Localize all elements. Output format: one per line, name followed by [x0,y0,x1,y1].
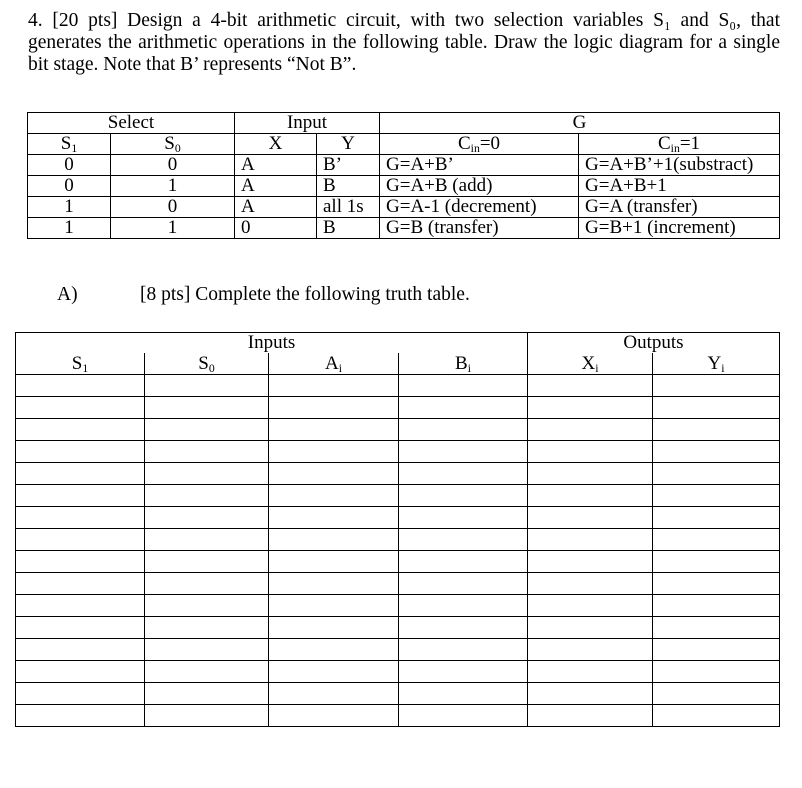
truth-cell[interactable] [653,485,780,507]
g-header: G [380,113,780,134]
truth-cell[interactable] [16,441,145,463]
truth-cell[interactable] [653,419,780,441]
cell-s1: 0 [28,155,111,176]
col-s1-header: $S_1$ [16,353,145,375]
truth-cell[interactable] [528,441,653,463]
s0-header: $S_0$ [111,134,235,155]
truth-cell[interactable] [528,529,653,551]
truth-cell[interactable] [269,683,399,705]
truth-cell[interactable] [399,705,528,727]
truth-cell[interactable] [16,595,145,617]
question-text: 4. [20 pts] Design a 4-bit arithmetic circuit, with two selection variables S₁ and S₀, that generates the arithmetic operations in the following table. Draw the logic diagram for a single bit stage. Note that B’ represents “Not B”. [28,10,780,75]
table-row [16,507,780,529]
cell-y: B [317,176,380,197]
truth-cell[interactable] [145,463,269,485]
cell-cin0: G=B (transfer) [380,218,579,239]
truth-cell[interactable] [145,397,269,419]
truth-cell[interactable] [16,375,145,397]
truth-cell[interactable] [653,617,780,639]
arithmetic-operations-table [27,112,780,239]
truth-cell[interactable] [399,617,528,639]
truth-cell[interactable] [399,551,528,573]
inputs-header: Inputs [16,333,528,354]
truth-column-header-row [16,353,780,375]
select-header: Select [28,113,235,134]
truth-cell[interactable] [16,683,145,705]
truth-cell[interactable] [145,375,269,397]
table-row [16,463,780,485]
table-row [28,176,780,197]
truth-table [15,332,780,727]
truth-cell[interactable] [269,397,399,419]
table-row [16,639,780,661]
x-header: X [235,134,317,155]
truth-cell[interactable] [16,463,145,485]
col-xi-header: $X_i$ [528,353,653,375]
truth-cell[interactable] [653,463,780,485]
truth-cell[interactable] [399,485,528,507]
table-row [16,573,780,595]
truth-cell[interactable] [528,463,653,485]
truth-cell[interactable] [269,375,399,397]
truth-cell[interactable] [16,551,145,573]
s1-header: $S_1$ [28,134,111,155]
truth-cell[interactable] [399,463,528,485]
truth-cell[interactable] [145,485,269,507]
cell-cin1: G=B+1 (increment) [579,218,780,239]
ops-group-header-row [28,113,780,134]
truth-cell[interactable] [16,617,145,639]
table-row [16,441,780,463]
table-row [16,551,780,573]
cell-cin0: G=A-1 (decrement) [380,197,579,218]
table-row [16,529,780,551]
truth-cell[interactable] [269,485,399,507]
truth-cell[interactable] [16,529,145,551]
truth-cell[interactable] [269,507,399,529]
table-row [16,705,780,727]
cell-s1: 1 [28,197,111,218]
truth-cell[interactable] [653,397,780,419]
truth-cell[interactable] [528,683,653,705]
truth-cell[interactable] [16,397,145,419]
outputs-header: Outputs [528,333,780,354]
table-row [16,595,780,617]
truth-cell[interactable] [653,573,780,595]
truth-cell[interactable] [269,419,399,441]
cell-s1: 0 [28,176,111,197]
input-header: Input [235,113,380,134]
truth-cell[interactable] [528,485,653,507]
truth-group-header-row [16,333,780,354]
y-header: Y [317,134,380,155]
truth-cell[interactable] [145,683,269,705]
truth-cell[interactable] [145,507,269,529]
truth-cell[interactable] [528,639,653,661]
truth-cell[interactable] [269,661,399,683]
table-row [16,375,780,397]
truth-cell[interactable] [145,573,269,595]
cell-s0: 0 [111,155,235,176]
cell-y: all 1s [317,197,380,218]
truth-cell[interactable] [399,573,528,595]
truth-cell[interactable] [399,507,528,529]
table-row [16,683,780,705]
truth-cell[interactable] [269,463,399,485]
truth-cell[interactable] [528,617,653,639]
truth-cell[interactable] [269,639,399,661]
truth-cell[interactable] [145,441,269,463]
part-a-label: A) [57,284,78,305]
ops-column-header-row [28,134,780,155]
truth-cell[interactable] [16,661,145,683]
cell-s0: 1 [111,218,235,239]
part-a-instruction: [8 pts] Complete the following truth table. [140,284,470,305]
truth-cell[interactable] [653,661,780,683]
truth-cell[interactable] [528,397,653,419]
cell-s0: 1 [111,176,235,197]
table-row [16,661,780,683]
table-row [16,419,780,441]
cin0-header: $C_{in}=0$ [380,134,579,155]
truth-cell[interactable] [653,683,780,705]
col-bi-header: $B_i$ [399,353,528,375]
cell-cin1: G=A (transfer) [579,197,780,218]
truth-cell[interactable] [399,595,528,617]
cell-cin0: G=A+B’ [380,155,579,176]
truth-cell[interactable] [653,375,780,397]
col-s0-header: $S_0$ [145,353,269,375]
col-ai-header: $A_i$ [269,353,399,375]
table-row [28,218,780,239]
truth-cell[interactable] [16,485,145,507]
truth-table-body [16,375,780,727]
cell-s0: 0 [111,197,235,218]
truth-cell[interactable] [653,529,780,551]
truth-cell[interactable] [16,507,145,529]
truth-cell[interactable] [399,661,528,683]
truth-cell[interactable] [399,639,528,661]
truth-cell[interactable] [528,551,653,573]
truth-cell[interactable] [145,595,269,617]
truth-cell[interactable] [399,375,528,397]
truth-cell[interactable] [145,705,269,727]
truth-cell[interactable] [145,551,269,573]
truth-cell[interactable] [16,705,145,727]
truth-cell[interactable] [269,441,399,463]
truth-cell[interactable] [528,705,653,727]
truth-cell[interactable] [269,573,399,595]
cell-cin0: G=A+B (add) [380,176,579,197]
truth-cell[interactable] [653,507,780,529]
truth-cell[interactable] [399,441,528,463]
truth-cell[interactable] [399,683,528,705]
table-row [16,485,780,507]
table-row [28,197,780,218]
truth-cell[interactable] [653,705,780,727]
cell-cin1: G=A+B+1 [579,176,780,197]
truth-cell[interactable] [653,551,780,573]
truth-cell[interactable] [16,639,145,661]
table-row [16,617,780,639]
truth-cell[interactable] [528,507,653,529]
truth-cell[interactable] [145,529,269,551]
cell-x: A [235,197,317,218]
truth-cell[interactable] [653,441,780,463]
table-row [16,397,780,419]
truth-cell[interactable] [145,617,269,639]
col-yi-header: $Y_i$ [653,353,780,375]
truth-cell[interactable] [269,595,399,617]
cell-y: B [317,218,380,239]
truth-cell[interactable] [16,419,145,441]
truth-cell[interactable] [653,639,780,661]
cell-y: B’ [317,155,380,176]
cell-x: A [235,176,317,197]
truth-cell[interactable] [528,595,653,617]
truth-cell[interactable] [528,419,653,441]
truth-cell[interactable] [653,595,780,617]
cell-x: A [235,155,317,176]
truth-cell[interactable] [399,529,528,551]
truth-cell[interactable] [269,617,399,639]
cell-x: 0 [235,218,317,239]
truth-cell[interactable] [528,661,653,683]
truth-cell[interactable] [399,419,528,441]
truth-cell[interactable] [145,661,269,683]
truth-cell[interactable] [269,529,399,551]
truth-cell[interactable] [399,397,528,419]
table-row [28,155,780,176]
truth-cell[interactable] [16,573,145,595]
truth-cell[interactable] [528,573,653,595]
cell-s1: 1 [28,218,111,239]
truth-cell[interactable] [528,375,653,397]
truth-cell[interactable] [145,639,269,661]
truth-cell[interactable] [269,705,399,727]
truth-cell[interactable] [269,551,399,573]
cell-cin1: G=A+B’+1(substract) [579,155,780,176]
truth-cell[interactable] [145,419,269,441]
cin1-header: $C_{in}=1$ [579,134,780,155]
